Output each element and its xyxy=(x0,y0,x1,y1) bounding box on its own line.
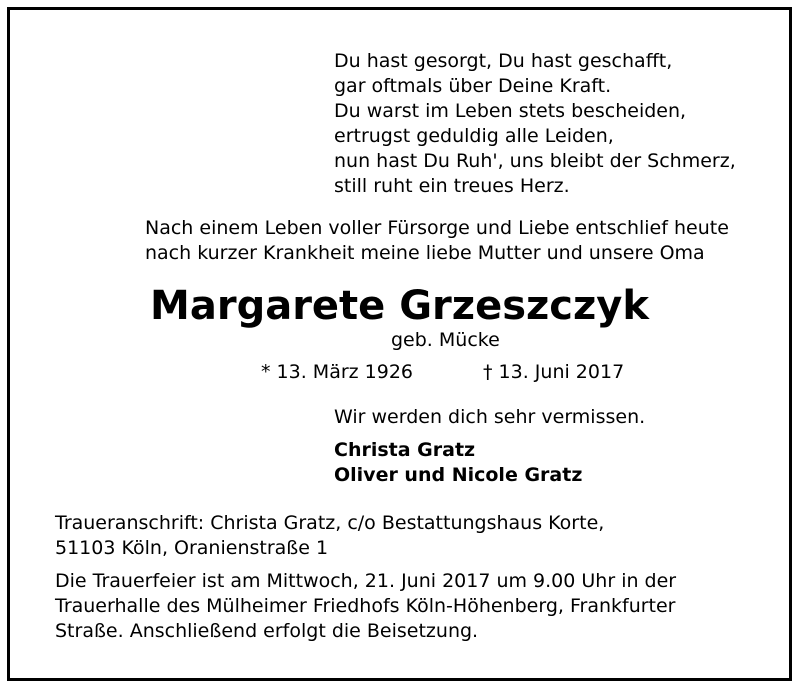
birth-date: * 13. März 1926 xyxy=(261,361,414,383)
poem-line: Du warst im Leben stets bescheiden, xyxy=(334,100,687,122)
maiden-name: geb. Mücke xyxy=(391,329,500,351)
mourner-name: Oliver und Nicole Gratz xyxy=(334,464,583,486)
address-line: 51103 Köln, Oranienstraße 1 xyxy=(55,537,329,559)
ceremony-line: Straße. Anschließend erfolgt die Beisetzung. xyxy=(55,620,479,642)
poem-line: gar oftmals über Deine Kraft. xyxy=(334,75,612,97)
address-line: Traueranschrift: Christa Gratz, c/o Bestattungshaus Korte, xyxy=(55,512,605,534)
death-date: † 13. Juni 2017 xyxy=(483,361,625,383)
obituary-frame xyxy=(7,7,792,681)
poem-line: nun hast Du Ruh', uns bleibt der Schmerz, xyxy=(334,150,736,172)
ceremony-line: Die Trauerfeier ist am Mittwoch, 21. Juni 2017 um 9.00 Uhr in der xyxy=(55,570,677,592)
mourner-name: Christa Gratz xyxy=(334,439,476,461)
poem-line: ertrugst geduldig alle Leiden, xyxy=(334,125,614,147)
intro-line: Nach einem Leben voller Fürsorge und Liebe entschlief heute xyxy=(145,217,729,239)
poem-line: Du hast gesorgt, Du hast geschafft, xyxy=(334,50,673,72)
deceased-name: Margarete Grzeszczyk xyxy=(150,283,649,329)
ceremony-line: Trauerhalle des Mülheimer Friedhofs Köln-Höhenberg, Frankfurter xyxy=(55,595,676,617)
poem-line: still ruht ein treues Herz. xyxy=(334,175,570,197)
farewell-text: Wir werden dich sehr vermissen. xyxy=(334,406,646,428)
intro-line: nach kurzer Krankheit meine liebe Mutter und unsere Oma xyxy=(145,242,705,264)
